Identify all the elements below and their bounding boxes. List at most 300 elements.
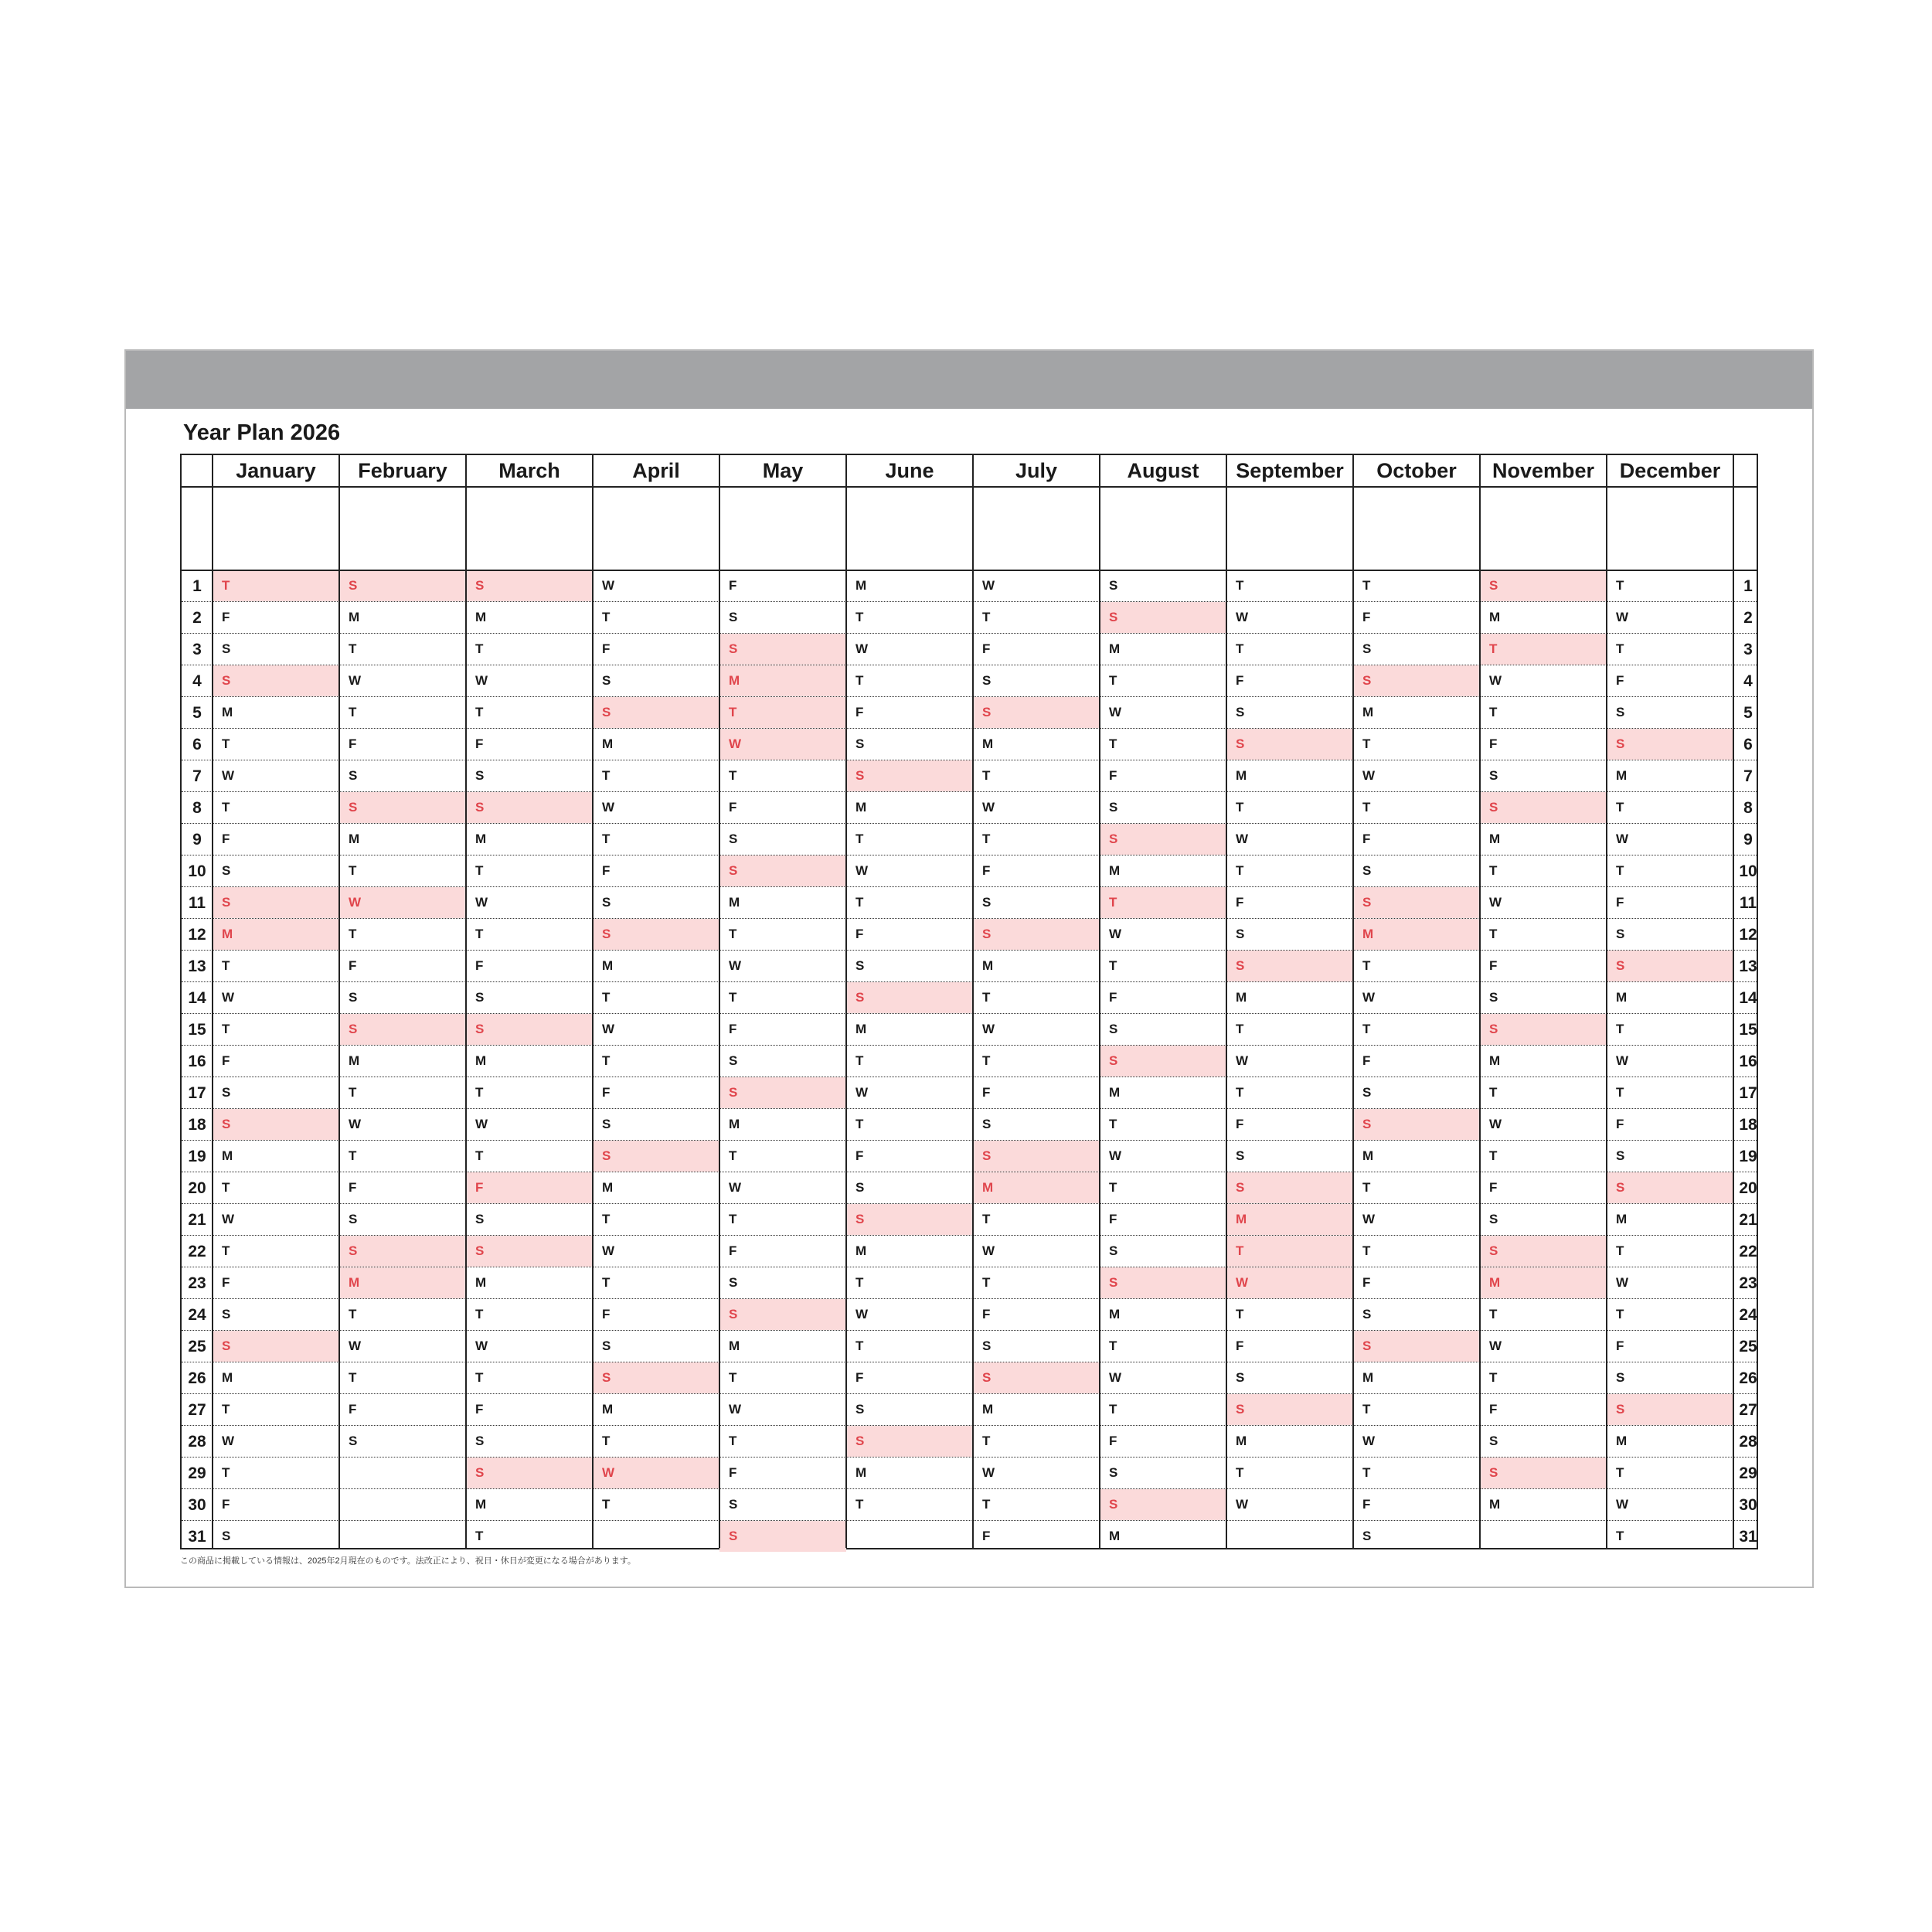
day-cell[interactable]: S (1616, 1370, 1625, 1385)
notes-cell-december[interactable] (1607, 487, 1733, 570)
day-cell[interactable]: M (475, 1053, 487, 1068)
day-cell[interactable]: W (982, 578, 995, 593)
day-cell[interactable]: T (982, 610, 991, 624)
day-cell[interactable]: S (1236, 1370, 1245, 1385)
day-cell[interactable]: F (1362, 832, 1371, 846)
day-cell[interactable]: W (1236, 832, 1249, 846)
day-cell-holiday[interactable]: M (339, 1267, 466, 1298)
notes-cell-august[interactable] (1100, 487, 1226, 570)
day-cell-holiday[interactable]: S (1607, 1394, 1733, 1425)
day-cell[interactable]: S (349, 990, 358, 1005)
day-cell[interactable]: T (475, 1529, 484, 1543)
day-cell[interactable]: T (1362, 578, 1371, 593)
day-cell[interactable]: S (1362, 1529, 1372, 1543)
day-cell[interactable]: M (475, 832, 487, 846)
day-cell[interactable]: F (1362, 610, 1371, 624)
day-cell[interactable]: S (1109, 800, 1118, 815)
day-cell[interactable]: S (729, 1053, 738, 1068)
day-cell[interactable]: W (855, 1307, 869, 1321)
day-cell[interactable]: W (1362, 1434, 1376, 1448)
day-cell[interactable]: T (729, 990, 737, 1005)
day-cell[interactable]: W (1362, 768, 1376, 783)
day-cell-holiday[interactable]: S (1100, 1267, 1226, 1298)
day-cell-holiday[interactable]: M (213, 919, 339, 950)
day-cell-holiday[interactable]: S (213, 1331, 339, 1362)
day-cell[interactable]: F (602, 1085, 611, 1100)
day-cell[interactable]: T (1616, 1022, 1624, 1036)
day-cell[interactable]: W (222, 1434, 235, 1448)
day-cell[interactable]: F (1489, 1180, 1498, 1195)
day-cell[interactable]: M (602, 1402, 614, 1417)
day-cell[interactable]: S (475, 990, 485, 1005)
day-cell-holiday[interactable]: S (593, 919, 719, 950)
day-cell[interactable]: T (475, 927, 484, 941)
day-cell[interactable]: S (222, 1529, 231, 1543)
day-cell[interactable]: M (1109, 1307, 1121, 1321)
day-cell-holiday[interactable]: S (339, 1014, 466, 1045)
day-cell[interactable]: F (1362, 1497, 1371, 1512)
day-cell[interactable]: W (349, 1338, 362, 1353)
day-cell[interactable]: F (855, 1370, 864, 1385)
day-cell[interactable]: W (855, 1085, 869, 1100)
day-cell-holiday[interactable]: S (719, 855, 846, 886)
day-cell-holiday[interactable]: S (846, 982, 973, 1013)
day-cell-holiday[interactable]: S (593, 1362, 719, 1393)
day-cell[interactable]: M (855, 578, 867, 593)
day-cell[interactable]: T (1489, 705, 1498, 719)
day-cell[interactable]: T (1489, 863, 1498, 878)
day-cell[interactable]: T (475, 1370, 484, 1385)
day-cell[interactable]: F (729, 1022, 737, 1036)
day-cell[interactable]: W (602, 578, 615, 593)
day-cell[interactable]: W (1489, 895, 1502, 910)
day-cell[interactable]: W (1616, 1053, 1629, 1068)
day-cell-holiday[interactable]: T (719, 697, 846, 728)
day-cell[interactable]: W (982, 1022, 995, 1036)
day-cell[interactable]: S (1616, 1148, 1625, 1163)
day-cell-holiday[interactable]: S (466, 570, 593, 601)
day-cell[interactable]: F (602, 1307, 611, 1321)
day-cell[interactable]: T (1362, 1465, 1371, 1480)
day-cell[interactable]: T (602, 1434, 611, 1448)
day-cell-holiday[interactable]: S (1100, 824, 1226, 855)
day-cell[interactable]: T (475, 1148, 484, 1163)
day-cell[interactable]: M (349, 832, 360, 846)
day-cell[interactable]: T (349, 1307, 357, 1321)
day-cell[interactable]: T (1616, 1529, 1624, 1543)
day-cell[interactable]: S (1236, 1148, 1245, 1163)
day-cell[interactable]: T (1616, 800, 1624, 815)
day-cell[interactable]: F (349, 958, 357, 973)
day-cell[interactable]: W (1236, 610, 1249, 624)
day-cell[interactable]: F (1362, 1053, 1371, 1068)
day-cell[interactable]: F (475, 1402, 484, 1417)
day-cell[interactable]: W (1489, 1117, 1502, 1131)
day-cell[interactable]: M (349, 610, 360, 624)
day-cell[interactable]: S (222, 1307, 231, 1321)
day-cell[interactable]: M (475, 610, 487, 624)
day-cell[interactable]: F (349, 736, 357, 751)
day-cell[interactable]: F (602, 641, 611, 656)
day-cell[interactable]: M (982, 736, 994, 751)
day-cell[interactable]: T (1236, 1085, 1244, 1100)
day-cell[interactable]: T (855, 1275, 864, 1290)
day-cell-holiday[interactable]: S (466, 1236, 593, 1267)
day-cell[interactable]: M (222, 1370, 233, 1385)
day-cell[interactable]: M (1489, 610, 1501, 624)
notes-cell-february[interactable] (339, 487, 466, 570)
day-cell-holiday[interactable]: S (466, 1458, 593, 1488)
day-cell[interactable]: S (729, 1275, 738, 1290)
day-cell[interactable]: T (1236, 1022, 1244, 1036)
day-cell[interactable]: W (475, 673, 488, 688)
day-cell[interactable]: S (1109, 1022, 1118, 1036)
day-cell[interactable]: W (982, 1243, 995, 1258)
day-cell[interactable]: M (855, 1022, 867, 1036)
day-cell[interactable]: F (982, 1085, 991, 1100)
day-cell[interactable]: M (1489, 832, 1501, 846)
day-cell[interactable]: W (349, 1117, 362, 1131)
day-cell[interactable]: S (1236, 927, 1245, 941)
day-cell[interactable]: M (602, 958, 614, 973)
day-cell[interactable]: F (729, 800, 737, 815)
notes-cell-january[interactable] (213, 487, 339, 570)
day-cell[interactable]: F (1489, 736, 1498, 751)
day-cell[interactable]: T (349, 1085, 357, 1100)
day-cell-holiday[interactable]: T (1100, 887, 1226, 918)
day-cell[interactable]: M (1109, 1085, 1121, 1100)
day-cell[interactable]: F (1616, 1117, 1624, 1131)
day-cell-holiday[interactable]: W (339, 887, 466, 918)
day-cell[interactable]: T (1109, 736, 1117, 751)
day-cell-holiday[interactable]: S (1353, 665, 1480, 696)
day-cell-holiday[interactable]: W (719, 729, 846, 760)
day-cell-holiday[interactable]: S (339, 570, 466, 601)
day-cell[interactable]: T (1616, 863, 1624, 878)
day-cell-holiday[interactable]: T (1480, 634, 1607, 665)
day-cell[interactable]: T (1109, 673, 1117, 688)
day-cell[interactable]: F (1616, 673, 1624, 688)
day-cell[interactable]: T (222, 1402, 230, 1417)
day-cell-holiday[interactable]: S (1226, 729, 1353, 760)
day-cell[interactable]: S (602, 673, 611, 688)
day-cell-holiday[interactable]: S (213, 1109, 339, 1140)
day-cell[interactable]: S (982, 673, 992, 688)
day-cell[interactable]: S (602, 1338, 611, 1353)
day-cell[interactable]: T (729, 1212, 737, 1226)
day-cell[interactable]: W (729, 1402, 742, 1417)
day-cell[interactable]: T (1109, 1180, 1117, 1195)
day-cell[interactable]: S (349, 768, 358, 783)
day-cell-holiday[interactable]: S (846, 1426, 973, 1457)
day-cell[interactable]: S (729, 610, 738, 624)
day-cell[interactable]: T (475, 1085, 484, 1100)
day-cell[interactable]: F (349, 1180, 357, 1195)
day-cell[interactable]: T (222, 1465, 230, 1480)
day-cell[interactable]: M (1362, 1370, 1374, 1385)
day-cell[interactable]: S (475, 1212, 485, 1226)
day-cell[interactable]: T (982, 1212, 991, 1226)
day-cell[interactable]: W (1236, 1053, 1249, 1068)
day-cell[interactable]: T (1616, 641, 1624, 656)
day-cell[interactable]: W (1109, 705, 1122, 719)
day-cell[interactable]: T (855, 1053, 864, 1068)
day-cell[interactable]: S (349, 1212, 358, 1226)
day-cell[interactable]: F (1616, 895, 1624, 910)
day-cell-holiday[interactable]: S (1100, 1489, 1226, 1520)
day-cell-holiday[interactable]: S (846, 1204, 973, 1235)
day-cell[interactable]: W (475, 1338, 488, 1353)
day-cell[interactable]: M (855, 1465, 867, 1480)
day-cell[interactable]: M (855, 800, 867, 815)
day-cell[interactable]: F (1109, 1212, 1117, 1226)
day-cell-holiday[interactable]: S (213, 665, 339, 696)
day-cell[interactable]: W (1109, 1148, 1122, 1163)
day-cell[interactable]: W (982, 1465, 995, 1480)
day-cell[interactable]: T (602, 610, 611, 624)
day-cell[interactable]: M (982, 1402, 994, 1417)
day-cell[interactable]: F (1236, 1117, 1244, 1131)
day-cell[interactable]: W (855, 641, 869, 656)
day-cell-holiday[interactable]: M (1226, 1204, 1353, 1235)
day-cell[interactable]: S (1109, 1243, 1118, 1258)
day-cell[interactable]: M (729, 895, 740, 910)
day-cell[interactable]: M (349, 1053, 360, 1068)
day-cell[interactable]: T (1362, 736, 1371, 751)
day-cell[interactable]: T (1236, 1307, 1244, 1321)
day-cell[interactable]: M (982, 958, 994, 973)
day-cell[interactable]: T (475, 641, 484, 656)
day-cell[interactable]: T (349, 705, 357, 719)
day-cell[interactable]: F (222, 610, 230, 624)
day-cell[interactable]: T (602, 1275, 611, 1290)
day-cell[interactable]: M (475, 1497, 487, 1512)
day-cell[interactable]: T (602, 1497, 611, 1512)
day-cell[interactable]: S (1489, 990, 1498, 1005)
day-cell-holiday[interactable]: S (1353, 1331, 1480, 1362)
day-cell[interactable]: T (855, 1497, 864, 1512)
day-cell[interactable]: F (982, 1529, 991, 1543)
day-cell[interactable]: S (855, 736, 865, 751)
day-cell-holiday[interactable]: M (1353, 919, 1480, 950)
day-cell[interactable]: T (1489, 1085, 1498, 1100)
day-cell[interactable]: T (222, 736, 230, 751)
day-cell[interactable]: T (602, 1053, 611, 1068)
day-cell[interactable]: F (855, 705, 864, 719)
day-cell[interactable]: T (982, 1053, 991, 1068)
notes-cell-october[interactable] (1353, 487, 1480, 570)
day-cell-holiday[interactable]: S (719, 1521, 846, 1552)
day-cell[interactable]: T (602, 1212, 611, 1226)
day-cell[interactable]: W (1109, 1370, 1122, 1385)
day-cell[interactable]: T (855, 1338, 864, 1353)
day-cell[interactable]: F (222, 1053, 230, 1068)
day-cell[interactable]: S (1489, 768, 1498, 783)
day-cell[interactable]: W (475, 895, 488, 910)
day-cell[interactable]: W (349, 673, 362, 688)
day-cell[interactable]: W (222, 1212, 235, 1226)
day-cell[interactable]: T (982, 832, 991, 846)
day-cell-holiday[interactable]: S (719, 1299, 846, 1330)
day-cell[interactable]: T (349, 641, 357, 656)
day-cell[interactable]: T (1616, 1243, 1624, 1258)
day-cell[interactable]: T (222, 958, 230, 973)
day-cell[interactable]: M (1362, 1148, 1374, 1163)
day-cell[interactable]: T (855, 673, 864, 688)
day-cell[interactable]: S (1362, 1307, 1372, 1321)
day-cell[interactable]: T (222, 1243, 230, 1258)
day-cell[interactable]: F (1236, 1338, 1244, 1353)
day-cell[interactable]: F (1109, 1434, 1117, 1448)
day-cell-holiday[interactable]: S (1480, 792, 1607, 823)
day-cell-holiday[interactable]: S (1480, 1014, 1607, 1045)
day-cell[interactable]: T (855, 610, 864, 624)
day-cell[interactable]: F (475, 958, 484, 973)
day-cell[interactable]: T (349, 863, 357, 878)
day-cell[interactable]: T (1109, 958, 1117, 973)
day-cell[interactable]: M (1616, 990, 1628, 1005)
day-cell[interactable]: F (602, 863, 611, 878)
day-cell-holiday[interactable]: S (339, 1236, 466, 1267)
day-cell[interactable]: T (1236, 578, 1244, 593)
day-cell[interactable]: S (855, 1402, 865, 1417)
day-cell-holiday[interactable]: S (973, 1141, 1100, 1172)
day-cell[interactable]: M (1489, 1053, 1501, 1068)
day-cell[interactable]: M (1109, 863, 1121, 878)
day-cell[interactable]: T (729, 1434, 737, 1448)
day-cell-holiday[interactable]: S (719, 634, 846, 665)
day-cell[interactable]: T (1489, 1370, 1498, 1385)
day-cell[interactable]: F (222, 1497, 230, 1512)
day-cell[interactable]: T (602, 768, 611, 783)
day-cell-holiday[interactable]: S (973, 697, 1100, 728)
day-cell-holiday[interactable]: S (466, 1014, 593, 1045)
day-cell[interactable]: T (982, 1275, 991, 1290)
day-cell[interactable]: T (982, 768, 991, 783)
day-cell[interactable]: T (729, 927, 737, 941)
day-cell[interactable]: F (1489, 958, 1498, 973)
day-cell[interactable]: S (1616, 705, 1625, 719)
day-cell[interactable]: M (855, 1243, 867, 1258)
day-cell-holiday[interactable]: T (213, 570, 339, 601)
notes-cell-march[interactable] (466, 487, 593, 570)
day-cell[interactable]: M (222, 705, 233, 719)
notes-cell-november[interactable] (1480, 487, 1607, 570)
day-cell[interactable]: T (1362, 1180, 1371, 1195)
day-cell[interactable]: S (1489, 1212, 1498, 1226)
day-cell[interactable]: S (475, 1434, 485, 1448)
day-cell-holiday[interactable]: W (1226, 1267, 1353, 1298)
day-cell[interactable]: M (1236, 768, 1247, 783)
notes-cell-may[interactable] (719, 487, 846, 570)
day-cell[interactable]: T (1489, 1307, 1498, 1321)
day-cell[interactable]: S (1236, 705, 1245, 719)
day-cell-holiday[interactable]: M (1480, 1267, 1607, 1298)
day-cell[interactable]: S (602, 1117, 611, 1131)
day-cell-holiday[interactable]: W (593, 1458, 719, 1488)
day-cell[interactable]: W (1616, 1497, 1629, 1512)
day-cell[interactable]: W (475, 1117, 488, 1131)
day-cell[interactable]: F (1362, 1275, 1371, 1290)
day-cell[interactable]: T (855, 1117, 864, 1131)
day-cell[interactable]: T (1236, 641, 1244, 656)
day-cell[interactable]: W (1616, 832, 1629, 846)
day-cell[interactable]: T (855, 832, 864, 846)
day-cell[interactable]: F (475, 736, 484, 751)
day-cell[interactable]: M (1109, 641, 1121, 656)
day-cell[interactable]: T (349, 1148, 357, 1163)
day-cell[interactable]: F (982, 641, 991, 656)
day-cell[interactable]: T (1616, 1085, 1624, 1100)
day-cell[interactable]: S (729, 1497, 738, 1512)
day-cell[interactable]: W (1616, 610, 1629, 624)
day-cell[interactable]: T (602, 832, 611, 846)
day-cell[interactable]: W (982, 800, 995, 815)
day-cell-holiday[interactable]: S (1100, 602, 1226, 633)
day-cell[interactable]: S (1489, 1434, 1498, 1448)
day-cell[interactable]: W (1489, 1338, 1502, 1353)
day-cell[interactable]: S (1362, 1085, 1372, 1100)
day-cell[interactable]: S (1109, 578, 1118, 593)
day-cell[interactable]: T (982, 1434, 991, 1448)
day-cell[interactable]: S (222, 863, 231, 878)
day-cell-holiday[interactable]: S (213, 887, 339, 918)
day-cell[interactable]: W (1362, 990, 1376, 1005)
day-cell[interactable]: F (1236, 895, 1244, 910)
day-cell[interactable]: S (982, 895, 992, 910)
day-cell[interactable]: F (729, 578, 737, 593)
day-cell[interactable]: S (729, 832, 738, 846)
day-cell-holiday[interactable]: S (1353, 887, 1480, 918)
day-cell[interactable]: W (1489, 673, 1502, 688)
day-cell-holiday[interactable]: M (973, 1172, 1100, 1203)
day-cell[interactable]: T (855, 895, 864, 910)
notes-cell-july[interactable] (973, 487, 1100, 570)
day-cell[interactable]: F (1109, 990, 1117, 1005)
notes-cell-september[interactable] (1226, 487, 1353, 570)
day-cell[interactable]: T (1362, 1022, 1371, 1036)
day-cell[interactable]: F (855, 927, 864, 941)
day-cell[interactable]: T (729, 1148, 737, 1163)
day-cell[interactable]: S (602, 895, 611, 910)
day-cell-holiday[interactable]: S (1607, 729, 1733, 760)
day-cell[interactable]: S (1616, 927, 1625, 941)
day-cell[interactable]: M (602, 736, 614, 751)
day-cell-holiday[interactable]: S (1480, 1236, 1607, 1267)
day-cell[interactable]: F (982, 863, 991, 878)
day-cell[interactable]: T (475, 863, 484, 878)
day-cell[interactable]: T (1489, 1148, 1498, 1163)
day-cell[interactable]: M (1616, 1434, 1628, 1448)
day-cell-holiday[interactable]: S (1607, 1172, 1733, 1203)
day-cell[interactable]: T (729, 768, 737, 783)
day-cell-holiday[interactable]: F (466, 1172, 593, 1203)
day-cell[interactable]: W (855, 863, 869, 878)
day-cell[interactable]: M (1236, 1434, 1247, 1448)
day-cell[interactable]: W (1616, 1275, 1629, 1290)
notes-cell-june[interactable] (846, 487, 973, 570)
notes-cell-april[interactable] (593, 487, 719, 570)
day-cell[interactable]: M (1109, 1529, 1121, 1543)
day-cell[interactable]: M (729, 1338, 740, 1353)
day-cell-holiday[interactable]: T (1226, 1236, 1353, 1267)
day-cell[interactable]: F (1489, 1402, 1498, 1417)
day-cell[interactable]: T (729, 1370, 737, 1385)
day-cell[interactable]: F (349, 1402, 357, 1417)
day-cell[interactable]: M (475, 1275, 487, 1290)
day-cell-holiday[interactable]: S (1353, 1109, 1480, 1140)
day-cell[interactable]: S (982, 1117, 992, 1131)
